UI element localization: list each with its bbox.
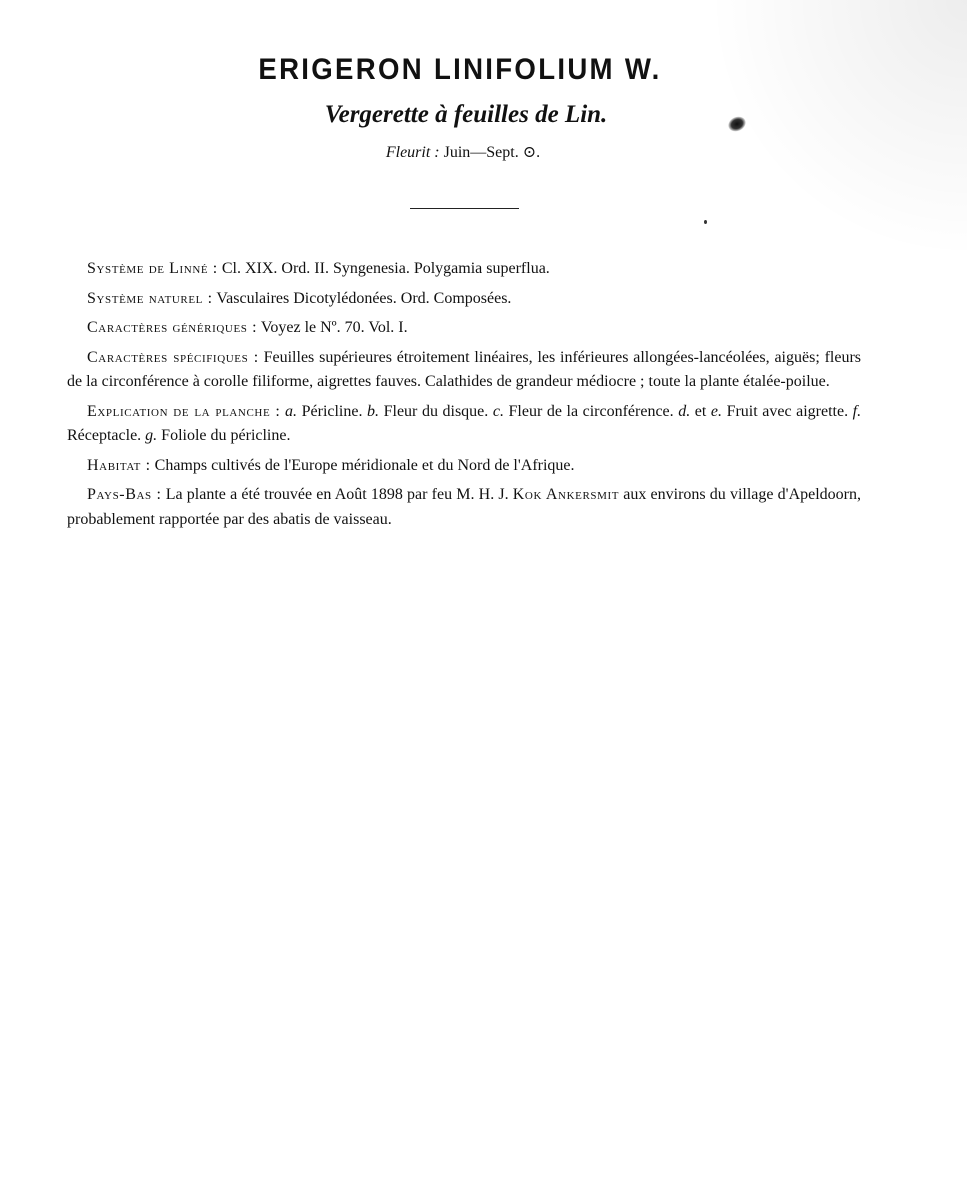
section-text: Cl. XIX. Ord. II. Syngenesia. Polygamia superflua. xyxy=(221,260,550,277)
species-title: ERIGERON LINIFOLIUM W. xyxy=(258,53,662,86)
section-text: La plante a été trouvée en Août 1898 par feu M. H. J. xyxy=(165,486,509,503)
figure-letter: g. xyxy=(145,427,158,444)
section-text: Champs cultivés de l'Europe méridionale et du Nord de l'Afrique. xyxy=(154,456,575,474)
section-label: Caractères génériques : xyxy=(87,319,258,336)
common-name: Vergerette à feuilles de Lin. xyxy=(324,101,608,128)
figure-caption: Fleur de la circonférence. xyxy=(508,402,674,420)
section-caracteres-generiques xyxy=(67,316,861,341)
section-text: Vasculaires Dicotylédonées. Ord. Composées. xyxy=(216,289,512,307)
person-name: Kok Ankersmit xyxy=(512,486,620,503)
figure-letter: c. xyxy=(492,402,504,420)
section-linne xyxy=(67,257,861,282)
section-label: Caractères spécifiques : xyxy=(87,348,259,366)
figure-caption: Fruit avec aigrette. xyxy=(726,402,849,420)
section-explication-planche xyxy=(67,400,861,449)
flowering-label: Fleurit : xyxy=(385,144,440,161)
figure-caption: Péricline. xyxy=(301,402,363,420)
figure-letter: a. xyxy=(285,402,298,420)
figure-caption: Réceptacle. xyxy=(67,427,142,444)
section-text: Feuilles supérieures étroitement linéaires, les inférieures allongées-lancéolées, aiguës; fleurs de la circonférence à corolle filiforme, aigrettes fauves. Calathides de grandeur médiocre ; toute la plante étalée-poilue. xyxy=(67,348,862,390)
figure-letter: d. xyxy=(678,402,691,420)
figure-letter: e. xyxy=(710,402,722,420)
page-header xyxy=(0,50,920,164)
section-pays-bas xyxy=(67,483,861,532)
figure-letter: f. xyxy=(852,402,862,420)
description-body xyxy=(67,257,861,537)
section-text: Voyez le Nº. 70. Vol. I. xyxy=(260,319,408,336)
flowering-period xyxy=(0,142,920,164)
section-caracteres-specifiques xyxy=(67,346,861,395)
section-text: aux environs du village d'Apeldoorn, probablement rapportée par des abatis de vaisseau. xyxy=(67,486,861,528)
section-label: Habitat : xyxy=(87,456,151,474)
section-habitat xyxy=(67,454,861,479)
figure-letter: b. xyxy=(367,402,380,420)
section-label: Système de Linné : xyxy=(87,260,218,277)
section-label: Explication de la planche : xyxy=(87,402,281,420)
ink-dot xyxy=(704,220,707,224)
figure-caption: et xyxy=(694,402,707,420)
divider-rule xyxy=(410,208,519,209)
figure-caption: Fleur du disque. xyxy=(383,402,489,420)
section-systeme-naturel xyxy=(67,287,861,312)
figure-caption: Foliole du péricline. xyxy=(161,427,291,444)
section-label: Pays-Bas : xyxy=(87,486,162,503)
flowering-value: Juin—Sept. ⊙. xyxy=(443,144,541,161)
section-label: Système naturel : xyxy=(87,289,213,307)
